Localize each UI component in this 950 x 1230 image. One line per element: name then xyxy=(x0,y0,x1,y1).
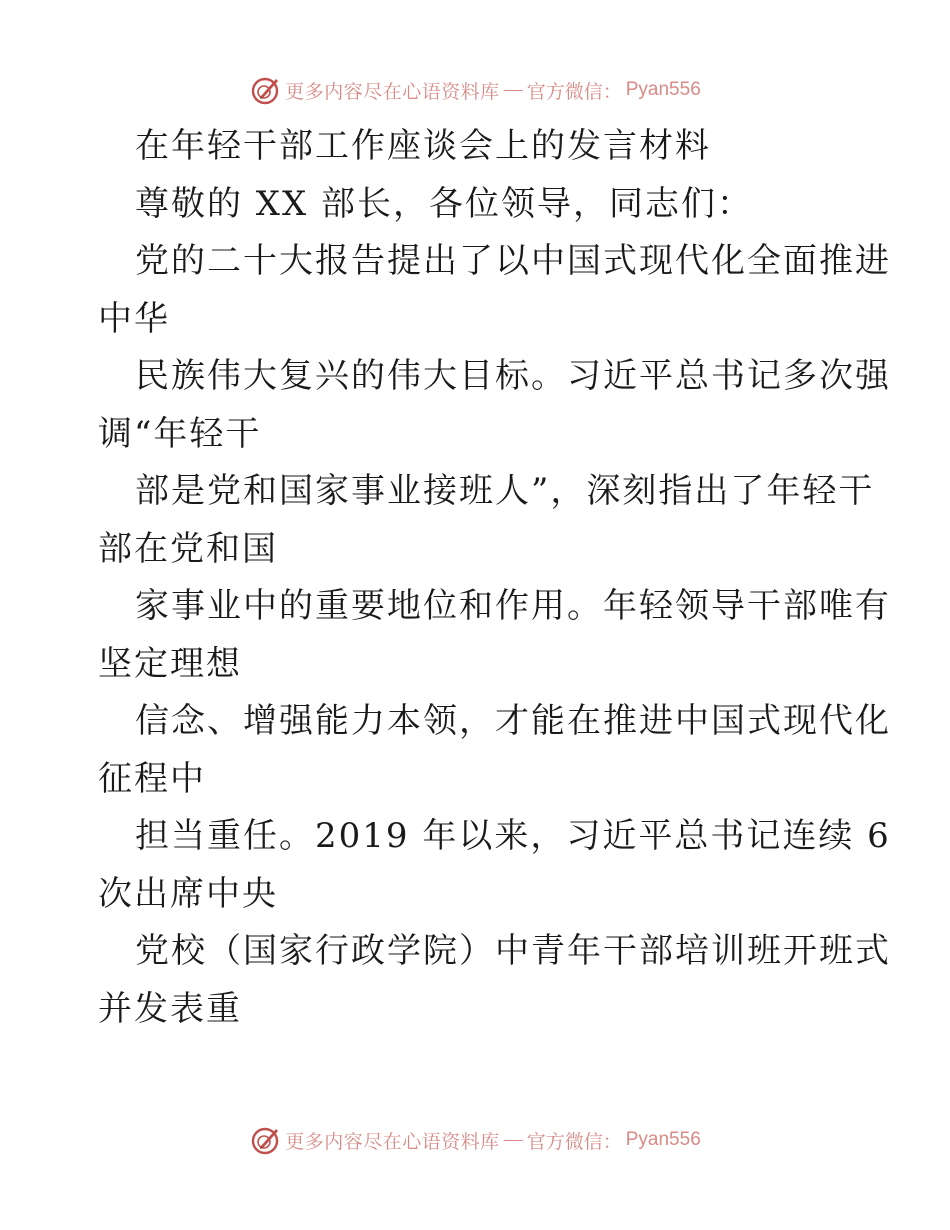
header-banner-text: 更多内容尽在心语资料库 xyxy=(285,80,500,103)
footer-banner-text: 更多内容尽在心语资料库 xyxy=(285,1130,500,1153)
header-banner xyxy=(0,70,950,110)
body-line-wrap: 调“年轻干 xyxy=(98,413,262,454)
body-line: 信念、增强能力本领，才能在推进中国式现代化 xyxy=(135,701,891,741)
footer-banner xyxy=(0,1120,950,1160)
body-line-wrap: 坚定理想 xyxy=(98,643,242,684)
header-wechat-label: 官方微信： xyxy=(526,80,622,103)
body-line-wrap: 部在党和国 xyxy=(98,528,278,569)
salutation-line: 尊敬的 XX 部长，各位领导，同志们： xyxy=(135,183,754,224)
body-line-wrap: 征程中 xyxy=(98,758,206,799)
body-line: 家事业中的重要地位和作用。年轻领导干部唯有 xyxy=(135,586,891,626)
document-title: 在年轻干部工作座谈会上的发言材料 xyxy=(135,126,711,166)
pen-logo-icon xyxy=(249,74,281,106)
body-line: 党校（国家行政学院）中青年干部培训班开班式 xyxy=(135,931,891,971)
body-line-wrap: 并发表重 xyxy=(98,988,242,1029)
footer-wechat-id: Pyan556 xyxy=(625,1129,701,1150)
footer-banner-content xyxy=(249,1124,701,1156)
header-wechat-id: Pyan556 xyxy=(625,79,701,100)
body-line: 民族伟大复兴的伟大目标。习近平总书记多次强 xyxy=(135,356,891,396)
body-line: 党的二十大报告提出了以中国式现代化全面推进 xyxy=(135,241,891,281)
pen-logo-icon xyxy=(249,1124,281,1156)
document-body xyxy=(98,118,891,1038)
header-banner-content xyxy=(249,74,701,106)
body-line: 部是党和国家事业接班人”，深刻指出了年轻干 xyxy=(135,471,875,511)
footer-banner-separator: — xyxy=(503,1129,523,1150)
body-line: 担当重任。2019 年以来，习近平总书记连续 6 xyxy=(135,816,891,856)
body-line-wrap: 中华 xyxy=(98,298,170,339)
body-line-wrap: 次出席中央 xyxy=(98,873,278,914)
header-banner-separator: — xyxy=(503,79,523,100)
footer-wechat-label: 官方微信： xyxy=(526,1130,622,1153)
